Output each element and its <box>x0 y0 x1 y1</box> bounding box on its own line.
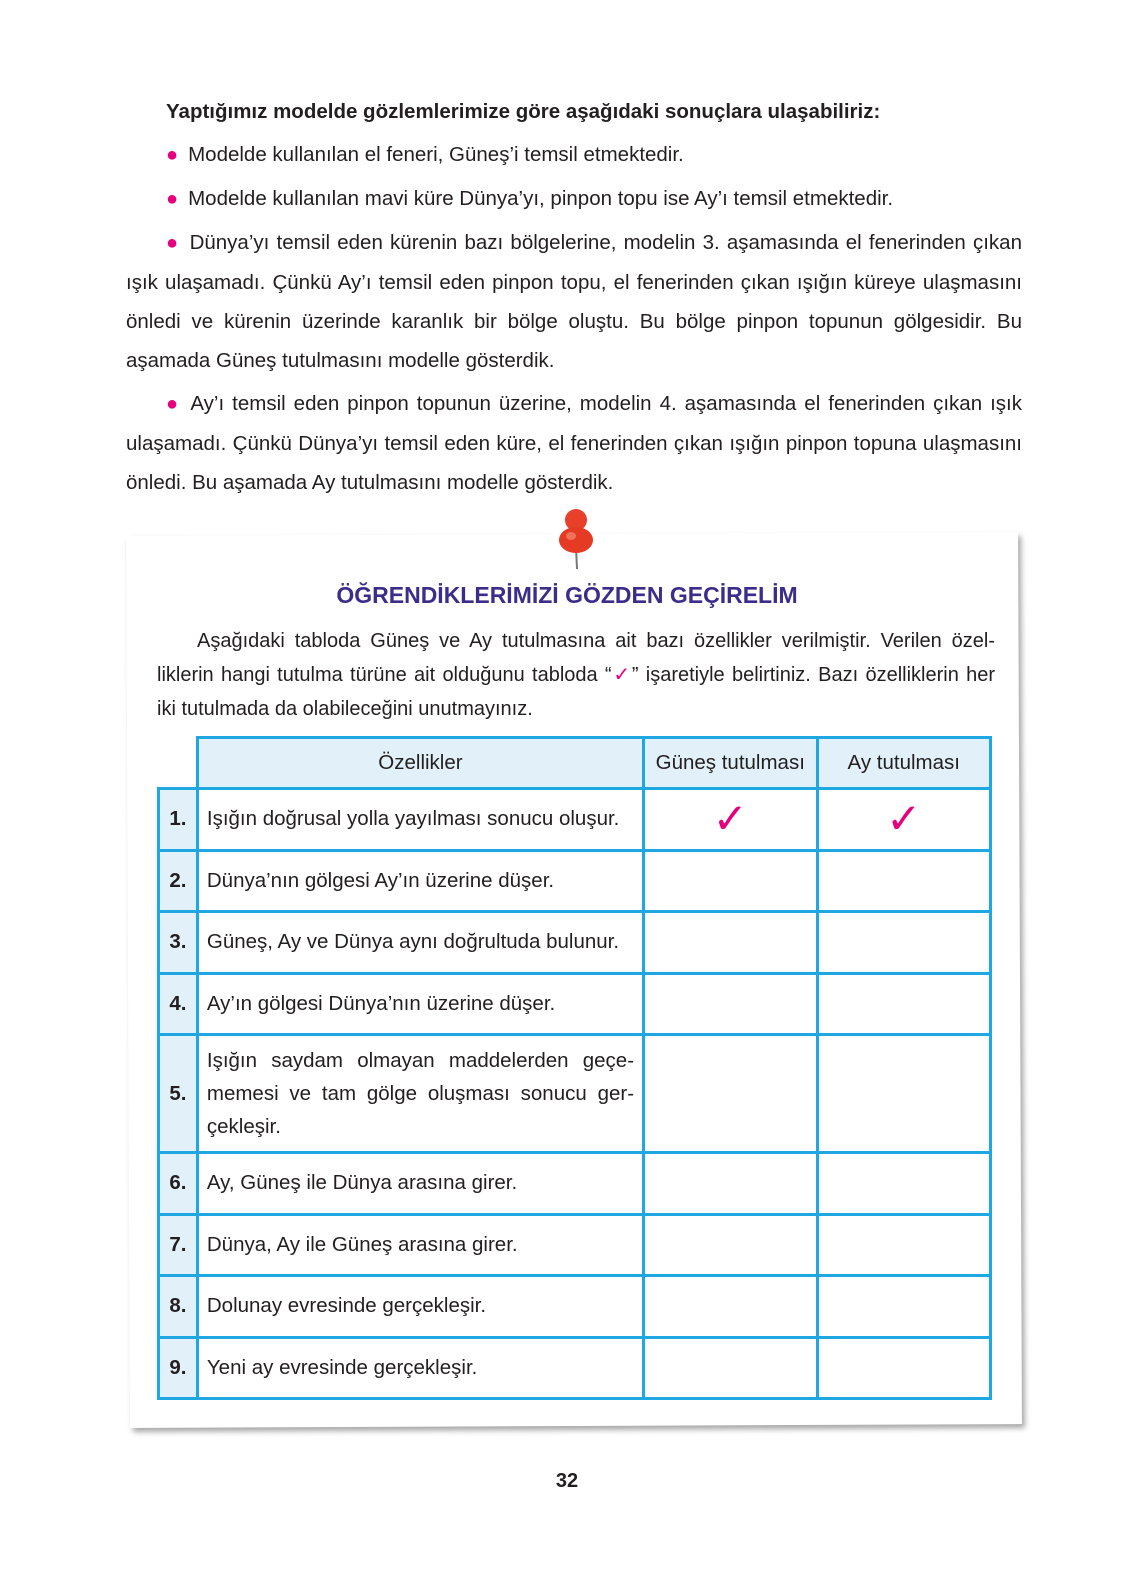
section-title: ÖĞRENDİKLERİMİZİ GÖZDEN GEÇİRELİM <box>336 582 798 608</box>
ay-cell[interactable] <box>817 973 991 1035</box>
row-text: Ay, Güneş ile Dünya arasına girer. <box>197 1153 643 1215</box>
bullet-icon: ● <box>166 188 179 210</box>
gunes-cell[interactable] <box>644 912 817 974</box>
row-text: Işığın saydam olmayan maddelerden geçememesi ve tam gölge oluşması sonucu gerçekleşir. <box>197 1035 643 1153</box>
table-row <box>159 850 991 912</box>
header-ozellikler: Özellikler <box>197 738 643 789</box>
bullet-item: ● Modelde kullanılan mavi küre Dünya’yı, pinpon topu ise Ay’ı temsil etmektedir. <box>166 187 894 210</box>
row-number: 3. <box>159 912 198 974</box>
bullet-icon: ● <box>166 144 179 166</box>
gunes-cell[interactable] <box>644 1276 817 1338</box>
table-row <box>159 1035 991 1153</box>
bullet-item: ● Dünya’yı temsil eden kürenin bazı bölgelerine, modelin 3. aşamasında el fenerinden çıkan ışık ulaşamadı. Çünkü Ay’ı temsil eden pinpon topu, el fenerinden çıkan ışığın küreye ulaşmasını önledi ve kürenin üzerinde karanlık bir bölge oluştu. Bu bölge pinpon topunun gölgesidir. Bu aşamada Güneş tutulmasını modelle gösterdik. <box>126 231 1022 372</box>
ay-cell[interactable] <box>817 1035 991 1153</box>
row-number: 2. <box>159 850 198 912</box>
gunes-cell[interactable] <box>644 1035 817 1153</box>
pushpin-icon <box>556 507 596 571</box>
table-row <box>159 912 991 974</box>
table-row <box>159 1153 991 1215</box>
checkmark-icon: ✓ <box>712 795 748 843</box>
gunes-cell[interactable] <box>644 973 817 1035</box>
table-header <box>159 738 991 789</box>
row-number: 9. <box>159 1337 198 1399</box>
gunes-cell[interactable] <box>644 1214 817 1276</box>
row-number: 5. <box>159 1035 198 1153</box>
ay-cell[interactable] <box>817 1214 991 1276</box>
check-icon: ✓ <box>611 664 632 686</box>
ay-cell[interactable] <box>817 912 991 974</box>
ay-cell[interactable] <box>817 850 991 912</box>
row-text: Dünya, Ay ile Güneş arasına girer. <box>197 1214 643 1276</box>
gunes-cell[interactable] <box>644 1153 817 1215</box>
table-row <box>159 1214 991 1276</box>
row-number: 6. <box>159 1153 198 1215</box>
row-number: 4. <box>159 973 198 1035</box>
page-number: 32 <box>555 1470 579 1492</box>
header-gunes: Güneş tutulması <box>644 738 817 789</box>
ay-cell[interactable] <box>817 789 991 851</box>
intro-section <box>126 92 1022 506</box>
gunes-cell[interactable] <box>644 789 817 851</box>
ay-cell[interactable] <box>817 1153 991 1215</box>
gunes-cell[interactable] <box>644 1337 817 1399</box>
ay-cell[interactable] <box>817 1276 991 1338</box>
row-number: 8. <box>159 1276 198 1338</box>
bullet-item: ● Ay’ı temsil eden pinpon topunun üzerine, modelin 4. aşamasında el fenerinden çıkan ışık ulaşamadı. Çünkü Dünya’yı temsil eden küre, el fenerinden çıkan ışığın pinpon topuna ulaşmasını önledi. Bu aşamada Ay tutulmasını modelle gösterdik. <box>126 392 1022 494</box>
bullet-item: ● Modelde kullanılan el feneri, Güneş’i temsil etmektedir. <box>166 143 684 166</box>
bullet-icon: ● <box>166 393 181 415</box>
table-row <box>159 973 991 1035</box>
bullet-icon: ● <box>166 232 180 254</box>
header-ay: Ay tutulması <box>817 738 991 789</box>
row-number: 7. <box>159 1214 198 1276</box>
table-row <box>159 1276 991 1338</box>
row-text: Yeni ay evresinde gerçekleşir. <box>197 1337 643 1399</box>
row-number: 1. <box>159 789 198 851</box>
gunes-cell[interactable] <box>644 850 817 912</box>
row-text: Işığın doğrusal yolla yayılması sonucu oluşur. <box>197 789 643 851</box>
eclipse-table <box>157 736 992 1400</box>
intro-lead: Yaptığımız modelde gözlemlerimize göre aşağıdaki sonuçlara ulaşabiliriz: <box>166 100 881 123</box>
instructions: Aşağıdaki tabloda Güneş ve Ay tutulmasına ait bazı özellikler verilmiştir. Verilen özelliklerin hangi tutulma türüne ait olduğunu tabloda “✓” işaretiyle belirtiniz. Bazı özelliklerin her iki tutulmada da olabileceğini unutmayınız. <box>157 630 996 720</box>
ay-cell[interactable] <box>817 1337 991 1399</box>
row-text: Güneş, Ay ve Dünya aynı doğrultuda bulunur. <box>197 912 643 974</box>
checkmark-icon: ✓ <box>886 795 922 843</box>
table-row <box>159 789 991 851</box>
table-row <box>159 1337 991 1399</box>
row-text: Ay’ın gölgesi Dünya’nın üzerine düşer. <box>197 973 643 1035</box>
row-text: Dolunay evresinde gerçekleşir. <box>197 1276 643 1338</box>
row-text: Dünya’nın gölgesi Ay’ın üzerine düşer. <box>197 850 643 912</box>
